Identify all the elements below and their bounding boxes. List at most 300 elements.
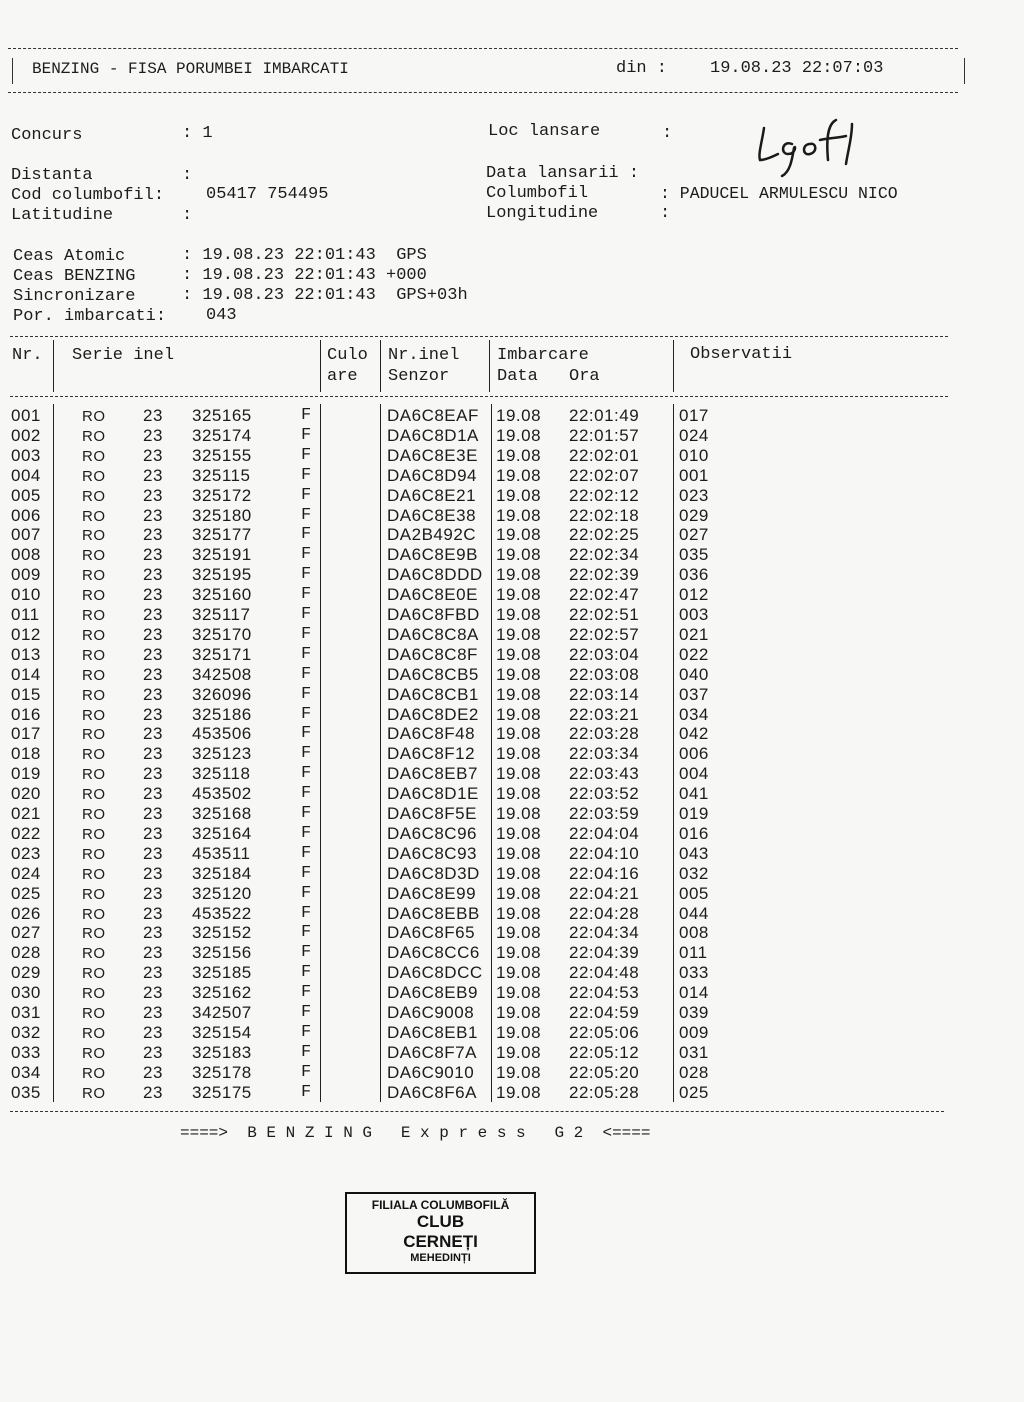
sensor-id: DA6C8E3E (387, 445, 478, 465)
boarding-date: 19.08 (496, 744, 542, 764)
boarding-date: 19.08 (496, 664, 542, 684)
header-serie-inel: Serie inel (72, 346, 175, 365)
ring-country: RO (82, 706, 106, 724)
observation: 019 (679, 804, 709, 823)
header-culoare-1: Culo (327, 346, 368, 365)
ring-country: RO (82, 945, 106, 963)
observation: 024 (679, 425, 709, 445)
ring-year: 23 (143, 624, 163, 644)
table-row (0, 864, 1024, 884)
sensor-id: DA6C9010 (387, 1062, 475, 1082)
ring-country: RO (82, 626, 106, 644)
sensor-id: DA6C8E99 (387, 883, 477, 903)
observation: 029 (679, 505, 709, 525)
observation: 043 (679, 843, 709, 863)
boarding-date: 19.08 (496, 804, 542, 823)
table-row (0, 1023, 1024, 1043)
row-number: 021 (11, 804, 41, 823)
observation: 025 (679, 1082, 709, 1102)
boarding-time: 22:05:12 (569, 1042, 640, 1062)
boarding-date: 19.08 (496, 406, 542, 425)
sex: F (301, 963, 312, 983)
boarding-date: 19.08 (496, 425, 542, 445)
ring-number: 325117 (192, 605, 251, 624)
sex: F (301, 883, 312, 903)
observation: 042 (679, 724, 709, 744)
sex: F (301, 505, 312, 525)
boarding-time: 22:04:34 (569, 923, 640, 943)
sensor-id: DA6C8D94 (387, 465, 477, 485)
ring-number: 325118 (192, 764, 251, 784)
observation: 028 (679, 1062, 709, 1082)
observation: 027 (679, 525, 709, 545)
header-nr-inel: Nr.inel (388, 346, 460, 365)
sex: F (301, 525, 312, 545)
sensor-id: DA2B492C (387, 525, 477, 545)
title-box (8, 48, 958, 92)
table-row (0, 406, 1024, 426)
sex: F (301, 406, 312, 425)
table-row (0, 625, 1024, 645)
ring-number: 325185 (192, 963, 252, 983)
ring-year: 23 (143, 923, 163, 943)
table-row (0, 1083, 1024, 1103)
ring-number: 325120 (192, 883, 252, 903)
boarding-date: 19.08 (496, 963, 542, 983)
table-row (0, 525, 1024, 545)
boarding-time: 22:03:04 (569, 644, 640, 664)
observation: 039 (679, 1003, 709, 1022)
sex: F (301, 704, 312, 724)
ring-year: 23 (143, 963, 163, 983)
latitudine-label: Latitudine (11, 206, 114, 225)
boarding-time: 22:04:59 (569, 1003, 640, 1022)
longitudine-label: Longitudine (486, 204, 599, 223)
row-number: 025 (11, 883, 41, 903)
footer-banner: ====> B E N Z I N G E x p r e s s G 2 <==== (180, 1124, 651, 1142)
boarding-date: 19.08 (496, 684, 542, 704)
sensor-id: DA6C8EB1 (387, 1022, 478, 1042)
ring-country: RO (82, 547, 106, 565)
ring-number: 325115 (192, 465, 251, 485)
boarding-time: 22:03:28 (569, 724, 640, 744)
boarding-time: 22:04:04 (569, 823, 640, 843)
sensor-id: DA6C8EAF (387, 406, 479, 425)
club-stamp (345, 1192, 536, 1274)
ring-year: 23 (143, 883, 163, 903)
table-row (0, 884, 1024, 904)
boarding-date: 19.08 (496, 585, 542, 605)
columbofil-value: : PADUCEL ARMULESCU NICO (660, 184, 898, 203)
ring-number: 325165 (192, 406, 252, 425)
observation: 004 (679, 764, 709, 784)
loc-lansare-colon: : (662, 124, 673, 143)
ring-country: RO (82, 467, 106, 485)
sex: F (301, 764, 312, 784)
observation: 033 (679, 963, 709, 983)
ring-year: 23 (143, 804, 163, 823)
sensor-id: DA6C8C8A (387, 624, 479, 644)
boarding-date: 19.08 (496, 983, 542, 1003)
boarding-time: 22:03:43 (569, 764, 640, 784)
observation: 037 (679, 684, 709, 704)
ring-country: RO (82, 1084, 106, 1102)
ring-country: RO (82, 726, 106, 744)
row-number: 004 (11, 465, 41, 485)
row-number: 019 (11, 764, 41, 784)
ring-country: RO (82, 567, 106, 585)
data-lansarii-label: Data lansarii : (486, 164, 640, 183)
sensor-id: DA6C8E0E (387, 585, 478, 605)
ring-country: RO (82, 885, 106, 903)
ring-year: 23 (143, 983, 163, 1003)
row-number: 014 (11, 664, 41, 684)
boarding-date: 19.08 (496, 565, 542, 585)
din-value: 19.08.23 22:07:03 (710, 59, 884, 78)
boarding-time: 22:02:34 (569, 545, 640, 565)
table-row (0, 764, 1024, 784)
table-header-bottom-border (10, 396, 948, 397)
sensor-id: DA6C8C8F (387, 644, 478, 664)
ring-year: 23 (143, 784, 163, 804)
sex: F (301, 1042, 312, 1062)
sex: F (301, 1022, 312, 1042)
table-row (0, 685, 1024, 705)
table-row (0, 744, 1024, 764)
sensor-id: DA6C8D1E (387, 784, 479, 804)
ring-number: 325186 (192, 704, 252, 724)
observation: 006 (679, 744, 709, 764)
boarding-date: 19.08 (496, 903, 542, 923)
ring-year: 23 (143, 425, 163, 445)
header-culoare-2: are (327, 367, 358, 386)
sex: F (301, 1003, 312, 1022)
observation: 034 (679, 704, 709, 724)
title-bottom-border (8, 92, 958, 93)
sensor-id: DA6C8DCC (387, 963, 483, 983)
observation: 021 (679, 624, 709, 644)
row-number: 017 (11, 724, 41, 744)
ring-year: 23 (143, 863, 163, 883)
table-row (0, 466, 1024, 486)
ring-year: 23 (143, 485, 163, 505)
boarding-time: 22:05:28 (569, 1082, 640, 1102)
ring-country: RO (82, 786, 106, 804)
sensor-id: DA6C8FBD (387, 605, 480, 624)
sex: F (301, 684, 312, 704)
ring-country: RO (82, 1064, 106, 1082)
table-row (0, 486, 1024, 506)
row-number: 022 (11, 823, 41, 843)
sensor-id: DA6C8CB5 (387, 664, 479, 684)
boarding-date: 19.08 (496, 445, 542, 465)
ring-year: 23 (143, 1003, 163, 1022)
ring-number: 325160 (192, 585, 252, 605)
observation: 005 (679, 883, 709, 903)
boarding-date: 19.08 (496, 943, 542, 963)
table-row (0, 784, 1024, 804)
ring-year: 23 (143, 1062, 163, 1082)
ring-country: RO (82, 666, 106, 684)
observation: 035 (679, 545, 709, 565)
ring-country: RO (82, 845, 106, 863)
sincronizare-label: Sincronizare (13, 287, 136, 306)
ring-number: 325180 (192, 505, 252, 525)
ring-country: RO (82, 1044, 106, 1062)
ring-number: 325156 (192, 943, 252, 963)
table-row (0, 1043, 1024, 1063)
ring-country: RO (82, 646, 106, 664)
header-divider-culoare (380, 340, 381, 392)
row-number: 033 (11, 1042, 41, 1062)
handwritten-signature-icon (752, 114, 862, 180)
sex: F (301, 744, 312, 764)
ring-number: 325155 (192, 445, 252, 465)
stamp-line-4: MEHEDINȚI (410, 1252, 471, 1264)
ring-number: 342508 (192, 664, 252, 684)
table-row (0, 983, 1024, 1003)
row-number: 009 (11, 565, 41, 585)
sensor-id: DA6C8EBB (387, 903, 480, 923)
ring-number: 453511 (192, 843, 251, 863)
observation: 041 (679, 784, 709, 804)
table-row (0, 724, 1024, 744)
sensor-id: DA6C8D1A (387, 425, 479, 445)
stamp-line-1: FILIALA COLUMBOFILĂ (371, 1198, 510, 1212)
din-label: din : (616, 59, 668, 78)
boarding-time: 22:03:34 (569, 744, 640, 764)
table-row (0, 804, 1024, 824)
boarding-time: 22:04:21 (569, 883, 640, 903)
ring-year: 23 (143, 1082, 163, 1102)
header-divider-senzor (489, 340, 490, 392)
observation: 001 (679, 465, 709, 485)
ring-country: RO (82, 806, 106, 823)
title-left-border (12, 58, 13, 84)
ring-year: 23 (143, 664, 163, 684)
boarding-time: 22:03:52 (569, 784, 640, 804)
observation: 031 (679, 1042, 709, 1062)
boarding-time: 22:04:48 (569, 963, 640, 983)
sex: F (301, 804, 312, 823)
ring-number: 325175 (192, 1082, 252, 1102)
row-number: 016 (11, 704, 41, 724)
header-imbarcare: Imbarcare (497, 346, 589, 365)
ring-year: 23 (143, 1042, 163, 1062)
sincronizare-value: : 19.08.23 22:01:43 GPS+03h (182, 286, 468, 305)
boarding-time: 22:02:01 (569, 445, 640, 465)
ring-number: 325178 (192, 1062, 252, 1082)
ring-number: 326096 (192, 684, 252, 704)
latitudine-colon: : (182, 206, 193, 225)
ring-country: RO (82, 1005, 106, 1022)
sensor-id: DA6C8C93 (387, 843, 477, 863)
ring-country: RO (82, 447, 106, 465)
ring-country: RO (82, 427, 106, 445)
boarding-date: 19.08 (496, 883, 542, 903)
header-data: Data (497, 367, 538, 386)
sensor-id: DA6C8E21 (387, 485, 477, 505)
sex: F (301, 624, 312, 644)
boarding-date: 19.08 (496, 1003, 542, 1022)
table-header-top-border (10, 336, 948, 337)
table-row (0, 645, 1024, 665)
row-number: 003 (11, 445, 41, 465)
observation: 003 (679, 605, 709, 624)
row-number: 002 (11, 425, 41, 445)
sex: F (301, 445, 312, 465)
table-row (0, 1003, 1024, 1023)
table-row (0, 446, 1024, 466)
sex: F (301, 943, 312, 963)
header-divider-imbarcare (673, 340, 674, 392)
sensor-id: DA6C9008 (387, 1003, 475, 1022)
sensor-id: DA6C8D3D (387, 863, 480, 883)
observation: 040 (679, 664, 709, 684)
sensor-id: DA6C8C96 (387, 823, 477, 843)
ring-country: RO (82, 905, 106, 923)
ring-number: 325184 (192, 863, 252, 883)
boarding-date: 19.08 (496, 784, 542, 804)
ring-country: RO (82, 587, 106, 605)
sensor-id: DA6C8EB9 (387, 983, 478, 1003)
sex: F (301, 823, 312, 843)
sex: F (301, 1082, 312, 1102)
row-number: 032 (11, 1022, 41, 1042)
observation: 014 (679, 983, 709, 1003)
sex: F (301, 485, 312, 505)
sex: F (301, 903, 312, 923)
cod-columbofil-value: 05417 754495 (206, 185, 329, 204)
sensor-id: DA6C8F7A (387, 1042, 477, 1062)
ceas-benzing-value: : 19.08.23 22:01:43 +000 (182, 266, 427, 285)
ring-number: 325172 (192, 485, 252, 505)
distanta-label: Distanta (11, 166, 93, 185)
table-row (0, 705, 1024, 725)
ring-number: 453502 (192, 784, 252, 804)
ring-year: 23 (143, 943, 163, 963)
sex: F (301, 425, 312, 445)
distanta-colon: : (182, 166, 193, 185)
row-number: 029 (11, 963, 41, 983)
ring-year: 23 (143, 525, 163, 545)
ring-country: RO (82, 766, 106, 784)
ring-year: 23 (143, 843, 163, 863)
table-row (0, 545, 1024, 565)
row-number: 001 (11, 406, 41, 425)
observation: 022 (679, 644, 709, 664)
concurs-label: Concurs (11, 126, 83, 145)
porumbei-imbarcati-value: 043 (206, 306, 237, 325)
observation: 011 (679, 943, 708, 963)
boarding-time: 22:05:06 (569, 1022, 640, 1042)
sensor-id: DA6C8F5E (387, 804, 477, 823)
boarding-time: 22:02:25 (569, 525, 640, 545)
ring-year: 23 (143, 704, 163, 724)
table-row (0, 605, 1024, 625)
boarding-date: 19.08 (496, 1042, 542, 1062)
boarding-time: 22:04:16 (569, 863, 640, 883)
table-row (0, 426, 1024, 446)
boarding-time: 22:02:39 (569, 565, 640, 585)
boarding-time: 22:02:51 (569, 605, 640, 624)
ring-country: RO (82, 487, 106, 505)
observation: 017 (679, 406, 709, 425)
sensor-id: DA6C8DDD (387, 565, 483, 585)
ring-year: 23 (143, 1022, 163, 1042)
ring-country: RO (82, 825, 106, 843)
ring-year: 23 (143, 903, 163, 923)
ring-year: 23 (143, 684, 163, 704)
ring-year: 23 (143, 545, 163, 565)
boarding-time: 22:02:18 (569, 505, 640, 525)
row-number: 023 (11, 843, 41, 863)
ring-year: 23 (143, 823, 163, 843)
ring-year: 23 (143, 565, 163, 585)
columbofil-label: Columbofil (486, 184, 589, 203)
header-observatii: Observatii (690, 345, 793, 364)
observation: 010 (679, 445, 709, 465)
sensor-id: DA6C8E38 (387, 505, 477, 525)
ring-number: 325183 (192, 1042, 252, 1062)
observation: 016 (679, 823, 709, 843)
boarding-time: 22:04:28 (569, 903, 640, 923)
stamp-line-3: CERNEȚI (403, 1232, 478, 1251)
header-ora: Ora (569, 367, 600, 386)
row-number: 024 (11, 863, 41, 883)
observation: 032 (679, 863, 709, 883)
row-number: 034 (11, 1062, 41, 1082)
boarding-time: 22:04:53 (569, 983, 640, 1003)
boarding-time: 22:01:57 (569, 425, 640, 445)
boarding-date: 19.08 (496, 724, 542, 744)
ring-number: 325152 (192, 923, 252, 943)
table-row (0, 1063, 1024, 1083)
ring-country: RO (82, 865, 106, 883)
boarding-date: 19.08 (496, 764, 542, 784)
sensor-id: DA6C8F65 (387, 923, 476, 943)
boarding-date: 19.08 (496, 823, 542, 843)
observation: 009 (679, 1022, 709, 1042)
loc-lansare-label: Loc lansare (488, 122, 601, 141)
table-row (0, 943, 1024, 963)
table-row (0, 506, 1024, 526)
boarding-time: 22:03:14 (569, 684, 640, 704)
boarding-time: 22:02:47 (569, 585, 640, 605)
ring-year: 23 (143, 764, 163, 784)
ring-year: 23 (143, 505, 163, 525)
ring-number: 342507 (192, 1003, 252, 1022)
ring-country: RO (82, 408, 106, 425)
boarding-date: 19.08 (496, 704, 542, 724)
sex: F (301, 923, 312, 943)
observation: 008 (679, 923, 709, 943)
sex: F (301, 465, 312, 485)
boarding-time: 22:02:07 (569, 465, 640, 485)
row-number: 011 (11, 605, 40, 624)
ring-country: RO (82, 925, 106, 943)
ring-number: 325123 (192, 744, 252, 764)
sensor-id: DA6C8EB7 (387, 764, 478, 784)
ring-year: 23 (143, 744, 163, 764)
row-number: 006 (11, 505, 41, 525)
row-number: 035 (11, 1082, 41, 1102)
table-row (0, 824, 1024, 844)
boarding-date: 19.08 (496, 605, 542, 624)
porumbei-imbarcati-label: Por. imbarcati: (13, 307, 167, 326)
boarding-date: 19.08 (496, 485, 542, 505)
ring-country: RO (82, 985, 106, 1003)
